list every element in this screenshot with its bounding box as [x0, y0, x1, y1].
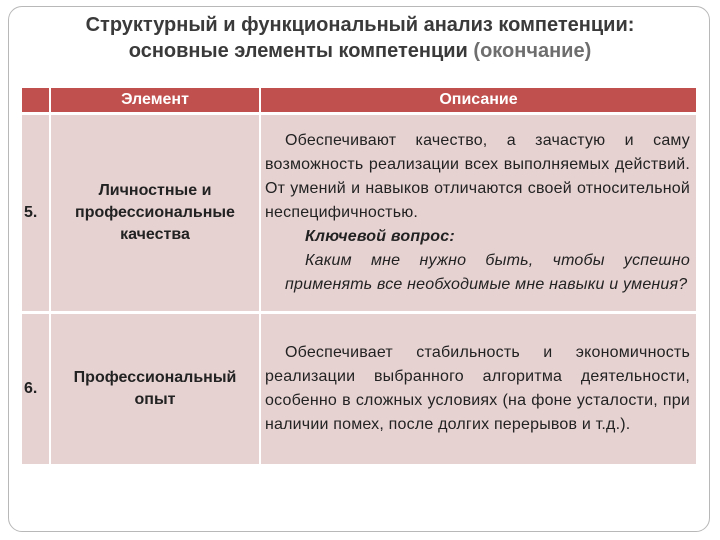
title-line-2-suffix: (окончание): [473, 40, 592, 62]
description-text: Обеспечивает стабильность и экономичность реализации выбранного алгоритма деятельности, особенно в сложных условиях (на фоне усталости, при наличии помех, после долгих перерывов и т.д.).: [265, 344, 690, 433]
competence-table: [22, 88, 696, 464]
header-number: [22, 88, 50, 114]
element-line: Личностные и: [98, 182, 212, 199]
row-description: [260, 114, 696, 313]
title-line-1: Структурный и функциональный анализ компетенции:: [85, 14, 635, 36]
table-header-row: [22, 88, 696, 114]
description-text: Обеспечивают качество, а зачастую и саму возможность реализации всех выполняемых действий. От умений и навыков отличаются своей относительной неспецифичностью.: [265, 132, 690, 221]
element-line: профессиональные: [75, 204, 235, 221]
table-row: [22, 114, 696, 313]
row-element: [50, 114, 260, 313]
key-question-text: Каким мне нужно быть, чтобы успешно применять все необходимые мне навыки и умения?: [285, 252, 690, 293]
row-number: 6.: [22, 313, 50, 465]
title-line-2: [0, 38, 720, 64]
row-description: [260, 313, 696, 465]
header-element: Элемент: [50, 88, 260, 114]
title-line-2-main: основные элементы компетенции: [128, 40, 468, 62]
header-description: Описание: [260, 88, 696, 114]
table-row: [22, 313, 696, 465]
element-line: качества: [120, 226, 190, 243]
row-element: [50, 313, 260, 465]
key-question-label: Ключевой вопрос:: [305, 228, 455, 245]
row-number: 5.: [22, 114, 50, 313]
slide-title: [0, 12, 720, 64]
element-line: Профессиональный: [73, 369, 237, 386]
element-line: опыт: [134, 391, 176, 408]
